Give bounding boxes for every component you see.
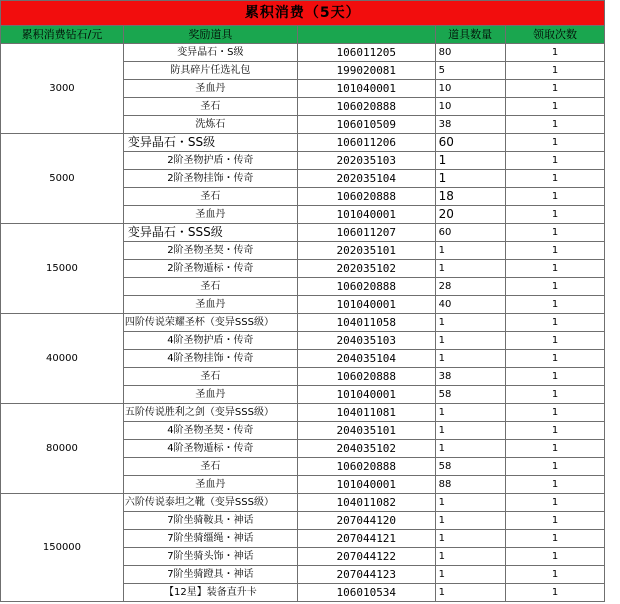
item-name: 圣石 [123, 278, 297, 296]
claim-times: 1 [505, 80, 605, 98]
header-item-id [297, 26, 435, 44]
item-name: 变异晶石・SS级 [123, 134, 297, 152]
item-name: 圣血丹 [123, 476, 297, 494]
item-name: 4阶圣物挂饰・传奇 [123, 350, 297, 368]
item-name: 圣血丹 [123, 206, 297, 224]
item-quantity: 10 [435, 80, 505, 98]
edge-cell [605, 152, 620, 170]
item-id: 106011205 [297, 44, 435, 62]
item-id: 101040001 [297, 80, 435, 98]
item-id: 207044122 [297, 548, 435, 566]
item-id: 204035102 [297, 440, 435, 458]
item-quantity: 1 [435, 242, 505, 260]
table-row [1, 404, 620, 422]
item-quantity: 1 [435, 350, 505, 368]
item-name: 圣石 [123, 98, 297, 116]
item-quantity: 1 [435, 332, 505, 350]
item-id: 204035101 [297, 422, 435, 440]
item-id: 207044121 [297, 530, 435, 548]
tier-amount: 3000 [1, 44, 124, 134]
claim-times: 1 [505, 440, 605, 458]
edge-cell [605, 548, 620, 566]
edge-cell [605, 1, 620, 26]
item-quantity: 1 [435, 566, 505, 584]
item-quantity: 1 [435, 512, 505, 530]
claim-times: 1 [505, 458, 605, 476]
edge-cell [605, 440, 620, 458]
item-quantity: 1 [435, 494, 505, 512]
claim-times: 1 [505, 278, 605, 296]
edge-cell [605, 368, 620, 386]
item-quantity: 28 [435, 278, 505, 296]
edge-cell [605, 332, 620, 350]
item-id: 104011058 [297, 314, 435, 332]
item-name: 变异晶石・SSS级 [123, 224, 297, 242]
tier-amount: 150000 [1, 494, 124, 602]
table-row [1, 314, 620, 332]
item-name: 7阶坐骑头饰・神话 [123, 548, 297, 566]
edge-cell [605, 314, 620, 332]
edge-cell [605, 566, 620, 584]
item-id: 202035103 [297, 152, 435, 170]
item-id: 106020888 [297, 98, 435, 116]
item-id: 104011081 [297, 404, 435, 422]
item-name: 2阶圣物遁标・传奇 [123, 260, 297, 278]
item-name: 4阶圣物遁标・传奇 [123, 440, 297, 458]
claim-times: 1 [505, 260, 605, 278]
claim-times: 1 [505, 368, 605, 386]
item-quantity: 1 [435, 548, 505, 566]
claim-times: 1 [505, 116, 605, 134]
item-name: 圣石 [123, 368, 297, 386]
item-quantity: 5 [435, 62, 505, 80]
tier-amount: 40000 [1, 314, 124, 404]
claim-times: 1 [505, 422, 605, 440]
item-id: 202035101 [297, 242, 435, 260]
edge-cell [605, 260, 620, 278]
claim-times: 1 [505, 224, 605, 242]
item-quantity: 38 [435, 116, 505, 134]
edge-cell [605, 296, 620, 314]
claim-times: 1 [505, 242, 605, 260]
item-quantity: 58 [435, 386, 505, 404]
item-id: 199020081 [297, 62, 435, 80]
item-name: 4阶圣物护盾・传奇 [123, 332, 297, 350]
item-id: 204035104 [297, 350, 435, 368]
edge-cell [605, 386, 620, 404]
item-name: 7阶坐骑缰绳・神话 [123, 530, 297, 548]
claim-times: 1 [505, 404, 605, 422]
edge-cell [605, 242, 620, 260]
edge-cell [605, 116, 620, 134]
sheet-title: 累积消费（5天） [1, 1, 605, 26]
item-quantity: 40 [435, 296, 505, 314]
header-amount: 累积消费钻石/元 [1, 26, 124, 44]
edge-cell [605, 98, 620, 116]
item-id: 202035104 [297, 170, 435, 188]
tier-amount: 15000 [1, 224, 124, 314]
edge-cell [605, 44, 620, 62]
claim-times: 1 [505, 188, 605, 206]
claim-times: 1 [505, 44, 605, 62]
item-id: 106020888 [297, 368, 435, 386]
claim-times: 1 [505, 98, 605, 116]
item-name: 洗炼石 [123, 116, 297, 134]
item-id: 104011082 [297, 494, 435, 512]
item-name: 2阶圣物护盾・传奇 [123, 152, 297, 170]
claim-times: 1 [505, 476, 605, 494]
claim-times: 1 [505, 494, 605, 512]
item-quantity: 20 [435, 206, 505, 224]
item-quantity: 1 [435, 440, 505, 458]
claim-times: 1 [505, 206, 605, 224]
edge-cell [605, 404, 620, 422]
item-name: 四阶传说荣耀圣杯（变异SSS级） [123, 314, 297, 332]
item-quantity: 1 [435, 422, 505, 440]
item-name: 7阶坐骑蹬具・神话 [123, 566, 297, 584]
edge-cell [605, 350, 620, 368]
item-quantity: 1 [435, 260, 505, 278]
edge-cell [605, 422, 620, 440]
item-quantity: 58 [435, 458, 505, 476]
table-row [1, 224, 620, 242]
item-name: 防具碎片任选礼包 [123, 62, 297, 80]
claim-times: 1 [505, 134, 605, 152]
edge-cell [605, 26, 620, 44]
item-name: 4阶圣物圣契・传奇 [123, 422, 297, 440]
item-quantity: 60 [435, 134, 505, 152]
item-id: 101040001 [297, 476, 435, 494]
edge-cell [605, 224, 620, 242]
edge-cell [605, 278, 620, 296]
item-id: 106010534 [297, 584, 435, 602]
edge-cell [605, 188, 620, 206]
item-id: 101040001 [297, 296, 435, 314]
item-quantity: 1 [435, 404, 505, 422]
edge-cell [605, 80, 620, 98]
item-id: 106020888 [297, 188, 435, 206]
item-name: 圣石 [123, 458, 297, 476]
item-id: 106011207 [297, 224, 435, 242]
item-name: 六阶传说泰坦之靴（变异SSS级） [123, 494, 297, 512]
item-quantity: 1 [435, 170, 505, 188]
claim-times: 1 [505, 386, 605, 404]
edge-cell [605, 530, 620, 548]
tier-amount: 80000 [1, 404, 124, 494]
item-id: 101040001 [297, 206, 435, 224]
item-id: 202035102 [297, 260, 435, 278]
claim-times: 1 [505, 170, 605, 188]
edge-cell [605, 134, 620, 152]
header-quantity: 道具数量 [435, 26, 505, 44]
header-claim-times: 领取次数 [505, 26, 605, 44]
header-reward-item: 奖励道具 [123, 26, 297, 44]
claim-times: 1 [505, 350, 605, 368]
item-name: 变异晶石・S级 [123, 44, 297, 62]
claim-times: 1 [505, 530, 605, 548]
table-row [1, 494, 620, 512]
item-quantity: 18 [435, 188, 505, 206]
item-name: 五阶传说胜利之剑（变异SSS级） [123, 404, 297, 422]
item-quantity: 1 [435, 314, 505, 332]
edge-cell [605, 512, 620, 530]
claim-times: 1 [505, 512, 605, 530]
item-quantity: 1 [435, 530, 505, 548]
item-name: 圣血丹 [123, 386, 297, 404]
table-row [1, 44, 620, 62]
item-id: 106020888 [297, 278, 435, 296]
item-name: 2阶圣物圣契・传奇 [123, 242, 297, 260]
item-id: 106010509 [297, 116, 435, 134]
item-name: 7阶坐骑鞍具・神话 [123, 512, 297, 530]
claim-times: 1 [505, 296, 605, 314]
item-quantity: 88 [435, 476, 505, 494]
item-id: 101040001 [297, 386, 435, 404]
item-quantity: 80 [435, 44, 505, 62]
item-id: 207044123 [297, 566, 435, 584]
item-name: 圣血丹 [123, 296, 297, 314]
item-name: 【12星】装备直升卡 [123, 584, 297, 602]
item-quantity: 1 [435, 584, 505, 602]
claim-times: 1 [505, 314, 605, 332]
table-row [1, 134, 620, 152]
edge-cell [605, 476, 620, 494]
item-quantity: 1 [435, 152, 505, 170]
item-quantity: 10 [435, 98, 505, 116]
edge-cell [605, 584, 620, 602]
item-id: 106011206 [297, 134, 435, 152]
edge-cell [605, 458, 620, 476]
edge-cell [605, 170, 620, 188]
edge-cell [605, 494, 620, 512]
item-quantity: 60 [435, 224, 505, 242]
claim-times: 1 [505, 548, 605, 566]
item-id: 207044120 [297, 512, 435, 530]
item-quantity: 38 [435, 368, 505, 386]
item-name: 圣血丹 [123, 80, 297, 98]
item-id: 106020888 [297, 458, 435, 476]
claim-times: 1 [505, 332, 605, 350]
claim-times: 1 [505, 62, 605, 80]
item-name: 2阶圣物挂饰・传奇 [123, 170, 297, 188]
claim-times: 1 [505, 152, 605, 170]
item-id: 204035103 [297, 332, 435, 350]
tier-amount: 5000 [1, 134, 124, 224]
item-name: 圣石 [123, 188, 297, 206]
claim-times: 1 [505, 566, 605, 584]
edge-cell [605, 206, 620, 224]
edge-cell [605, 62, 620, 80]
claim-times: 1 [505, 584, 605, 602]
